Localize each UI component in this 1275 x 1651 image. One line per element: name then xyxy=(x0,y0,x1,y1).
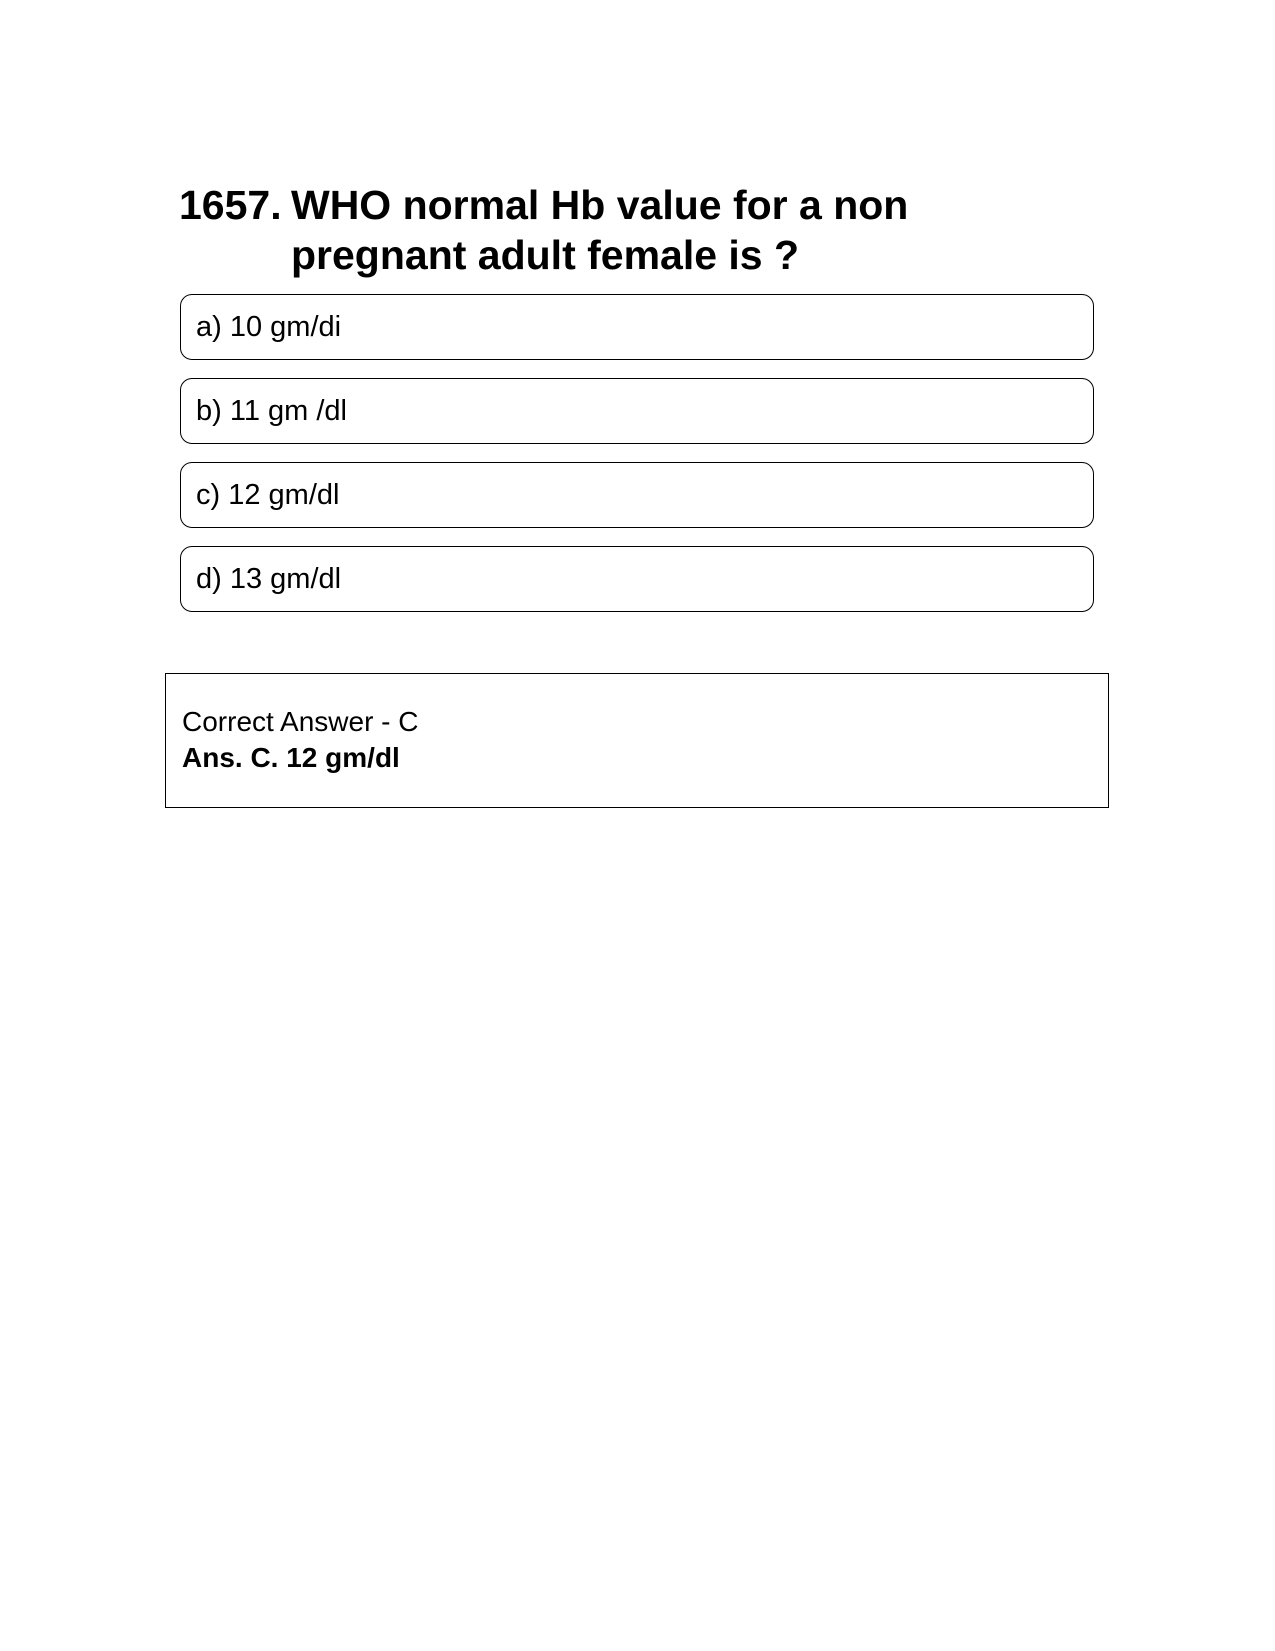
option-d[interactable]: d) 13 gm/dl xyxy=(180,546,1094,612)
option-a[interactable]: a) 10 gm/di xyxy=(180,294,1094,360)
answer-explanation: Ans. C. 12 gm/dl xyxy=(182,742,400,773)
answer-box xyxy=(165,673,1109,808)
option-b[interactable]: b) 11 gm /dl xyxy=(180,378,1094,444)
question-text: WHO normal Hb value for a non pregnant adult female is ? xyxy=(291,182,909,278)
correct-answer-label: Correct Answer - C xyxy=(182,706,419,737)
question-heading xyxy=(179,180,959,280)
option-c[interactable]: c) 12 gm/dl xyxy=(180,462,1094,528)
question-number: 1657. xyxy=(179,182,282,228)
